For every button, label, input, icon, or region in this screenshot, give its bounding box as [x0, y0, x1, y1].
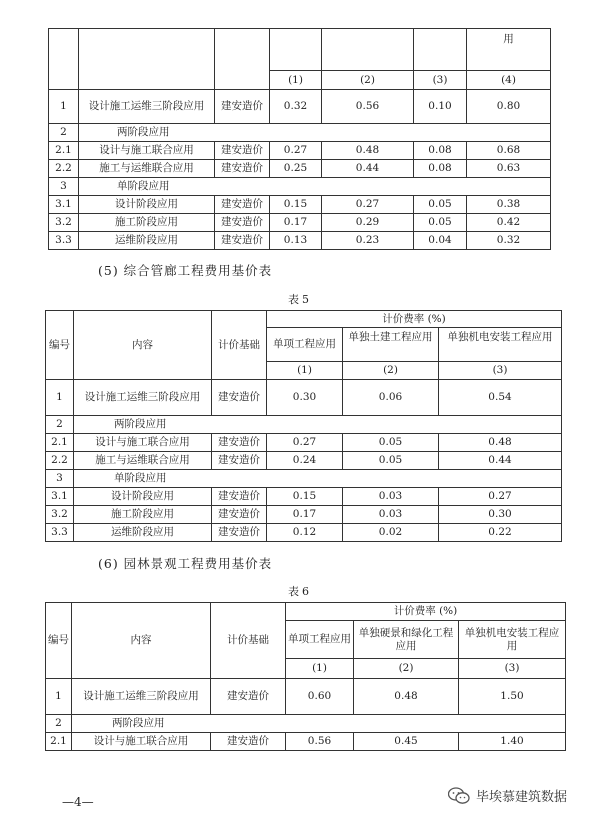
- header-content: 内容: [72, 603, 211, 679]
- col-num: (3): [439, 362, 562, 380]
- col-num: (4): [467, 71, 551, 90]
- wechat-icon: [448, 787, 470, 805]
- table-row: 3.1 设计阶段应用 建安造价 0.15 0.03 0.27: [46, 488, 562, 506]
- table-row: 3.3 运维阶段应用 建安造价 0.13 0.23 0.04 0.32: [49, 232, 551, 250]
- col-header: 单独硬景和绿化工程应用: [354, 621, 459, 659]
- table-row: 2 两阶段应用: [46, 715, 566, 733]
- table-row: 3.1 设计阶段应用 建安造价 0.15 0.27 0.05 0.38: [49, 196, 551, 214]
- table-row: 2 两阶段应用: [46, 416, 562, 434]
- table-row: 1 设计施工运维三阶段应用 建安造价 0.30 0.06 0.54: [46, 380, 562, 416]
- table-row: 2.1 设计与施工联合应用 建安造价 0.27 0.05 0.48: [46, 434, 562, 452]
- watermark: [448, 786, 567, 805]
- table-row: 1 设计施工运维三阶段应用 建安造价 0.32 0.56 0.10 0.80: [49, 90, 551, 124]
- page-number: —4—: [62, 795, 94, 809]
- col-header: 单项工程应用: [286, 621, 354, 659]
- section-6-heading: (6) 园林景观工程费用基价表: [98, 556, 273, 571]
- col-num: (1): [270, 71, 322, 90]
- header-rate: 计价费率 (%): [267, 311, 562, 328]
- table-row: 1 设计施工运维三阶段应用 建安造价 0.60 0.48 1.50: [46, 679, 566, 715]
- header-no: 编号: [46, 311, 74, 380]
- col-header: 单独机电安装工程应用: [459, 621, 566, 659]
- header-no: 编号: [46, 603, 72, 679]
- header-basis: 计价基础: [212, 311, 267, 380]
- col-num: (2): [343, 362, 439, 380]
- table-6-label: 表6: [288, 585, 312, 598]
- table-row: 3.3 运维阶段应用 建安造价 0.12 0.02 0.22: [46, 524, 562, 542]
- table-row: 3.2 施工阶段应用 建安造价 0.17 0.29 0.05 0.42: [49, 214, 551, 232]
- table-row: 2 两阶段应用: [49, 124, 551, 142]
- col-num: (2): [322, 71, 414, 90]
- table-5-label: 表5: [288, 293, 312, 306]
- table-row: 2.1 设计与施工联合应用 建安造价 0.27 0.48 0.08 0.68: [49, 142, 551, 160]
- header-content: 内容: [74, 311, 212, 380]
- col-num: (1): [267, 362, 343, 380]
- col-header: 单独土建工程应用: [343, 328, 439, 362]
- header-rate: 计价费率 (%): [286, 603, 566, 621]
- section-5-heading: (5) 综合管廊工程费用基价表: [98, 263, 273, 278]
- col-header: 单独机电安装工程应用: [439, 328, 562, 362]
- col-header: 单项工程应用: [267, 328, 343, 362]
- col-num: (2): [354, 659, 459, 679]
- table-row: 2.2 施工与运维联合应用 建安造价 0.24 0.05 0.44: [46, 452, 562, 470]
- header-fragment: 用: [467, 29, 551, 71]
- table-row: 3 单阶段应用: [46, 470, 562, 488]
- col-num: (1): [286, 659, 354, 679]
- col-num: (3): [414, 71, 467, 90]
- table-row: 3.2 施工阶段应用 建安造价 0.17 0.03 0.30: [46, 506, 562, 524]
- table-5: [45, 310, 562, 542]
- watermark-text: 毕埃慕建筑数据: [476, 790, 568, 805]
- table-row: 2.2 施工与运维联合应用 建安造价 0.25 0.44 0.08 0.63: [49, 160, 551, 178]
- header-basis: 计价基础: [211, 603, 286, 679]
- col-num: (3): [459, 659, 566, 679]
- table-row: 2.1 设计与施工联合应用 建安造价 0.56 0.45 1.40: [46, 733, 566, 751]
- table-row: 3 单阶段应用: [49, 178, 551, 196]
- table-4: [48, 28, 551, 250]
- table-6: [45, 602, 566, 751]
